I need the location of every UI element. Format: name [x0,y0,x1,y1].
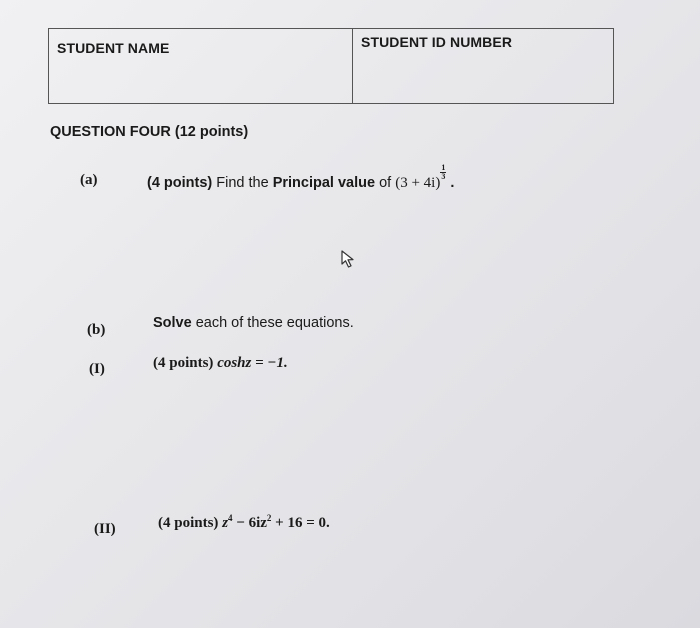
student-info-table [48,28,614,104]
part-b-label: (b) [87,322,106,338]
student-id-label: STUDENT ID NUMBER [361,34,513,50]
student-id-cell [353,29,613,103]
part-ii-pow2: 2 [266,513,272,523]
part-ii-points: (4 points) [158,515,219,531]
part-a-expression: (3 + 4i) [395,174,441,191]
part-a-text [147,163,455,192]
part-b-rest: each of these equations. [191,315,354,331]
part-a-of: of [375,174,396,191]
student-name-label: STUDENT NAME [57,40,170,56]
part-a-emphasis: Principal value [272,174,376,191]
part-a-exponent-den: 3 [441,172,446,181]
part-i-text [153,355,288,372]
mouse-pointer-icon [340,249,358,269]
student-name-cell [49,29,353,103]
part-i-expression: coshz = −1. [217,355,288,371]
part-a-label: (a) [80,172,98,188]
part-a-exponent [440,164,446,181]
part-a-prefix: Find the [212,174,273,191]
part-i-label: (I) [89,361,105,377]
part-a-points: (4 points) [147,174,213,191]
part-a-end: . [446,174,455,191]
question-title: QUESTION FOUR (12 points) [50,124,249,140]
part-b-text [153,315,354,331]
part-i-points: (4 points) [153,355,214,371]
part-ii-middle: − 6iz [232,515,267,531]
part-b-solve: Solve [153,315,192,331]
part-ii-z: z [222,515,229,531]
part-ii-label: (II) [94,521,116,537]
part-ii-end: + 16 = 0. [271,515,330,531]
part-a-exponent-num: 1 [441,163,446,172]
part-ii-pow4: 4 [228,513,233,523]
part-ii-text [158,513,330,532]
